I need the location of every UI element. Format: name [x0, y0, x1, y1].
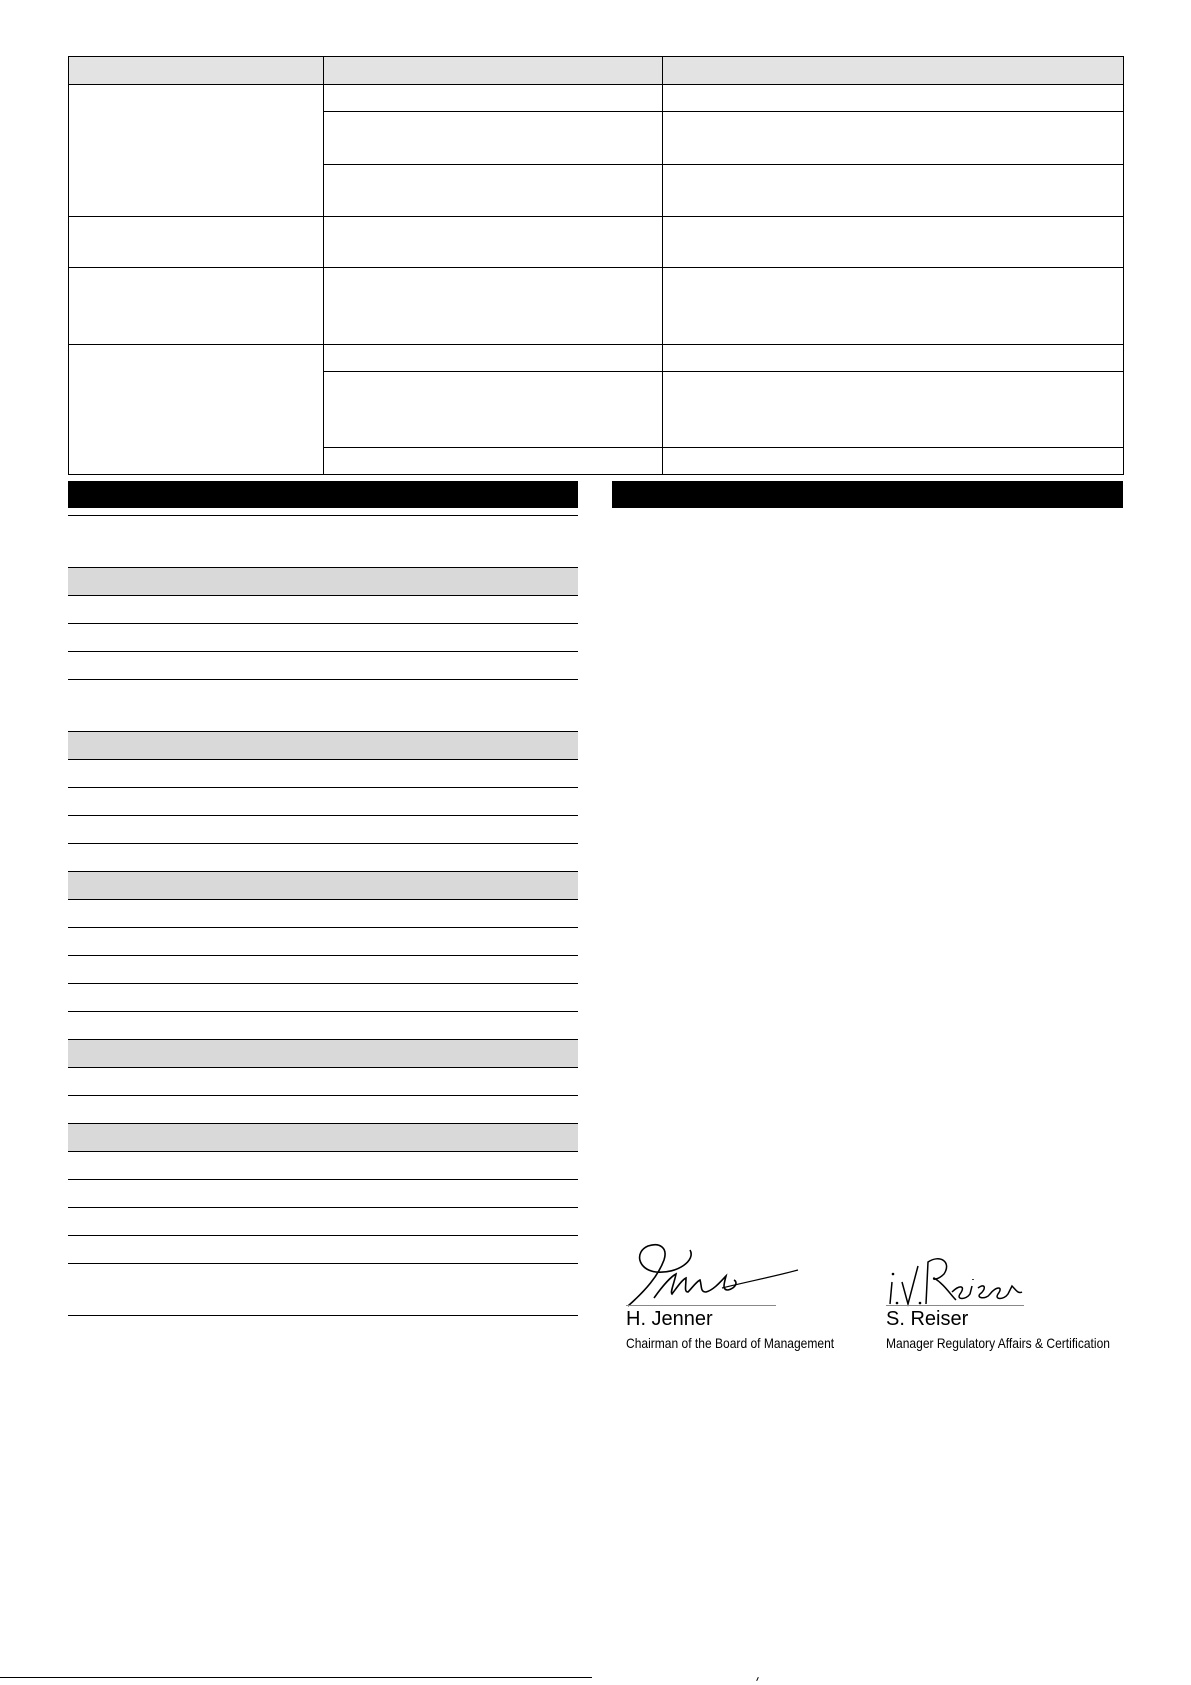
list-item — [68, 1208, 578, 1236]
table-cell — [324, 268, 663, 345]
signature-block-jenner — [626, 1238, 866, 1352]
list-item — [68, 928, 578, 956]
table-cell — [324, 345, 663, 372]
table-cell — [663, 372, 1124, 448]
handwritten-signature-jenner — [626, 1238, 806, 1308]
list-item — [68, 844, 578, 872]
signature-line — [626, 1305, 776, 1306]
table-cell — [663, 112, 1124, 165]
table-cell — [663, 165, 1124, 217]
table-cell — [69, 85, 324, 217]
table-cell — [663, 217, 1124, 268]
list-item — [68, 1236, 578, 1264]
list-item — [68, 900, 578, 928]
table-cell — [69, 345, 324, 475]
table-cell — [69, 217, 324, 268]
signer-name: S. Reiser — [886, 1308, 969, 1330]
table-row — [69, 268, 1124, 345]
table-header-row — [69, 57, 1124, 85]
table-cell — [324, 112, 663, 165]
list-item — [68, 956, 578, 984]
list-item — [68, 1264, 578, 1316]
table-row — [69, 85, 1124, 112]
table-header-cell — [69, 57, 324, 85]
table-row — [69, 345, 1124, 372]
handwritten-signature-reiser — [886, 1238, 1036, 1308]
table-header-cell — [663, 57, 1124, 85]
signature-block-reiser — [886, 1238, 1126, 1352]
list-group-header — [68, 732, 578, 760]
list-item — [68, 1180, 578, 1208]
list-item — [68, 1096, 578, 1124]
signer-name: H. Jenner — [626, 1308, 713, 1330]
specification-table — [68, 56, 1124, 475]
signer-title: Chairman of the Board of Management — [626, 1335, 835, 1351]
table-cell — [324, 165, 663, 217]
list-item — [68, 788, 578, 816]
table-row — [69, 217, 1124, 268]
table-cell — [663, 268, 1124, 345]
list-item — [68, 680, 578, 732]
table-header-cell — [324, 57, 663, 85]
table-cell — [69, 268, 324, 345]
table-cell — [324, 372, 663, 448]
table-cell — [324, 448, 663, 475]
list-group-header — [68, 1124, 578, 1152]
list-item — [68, 1068, 578, 1096]
list-group-header — [68, 1040, 578, 1068]
list-item — [68, 1152, 578, 1180]
table-cell — [663, 345, 1124, 372]
list-item — [68, 1012, 578, 1040]
technical-data-list — [68, 515, 578, 1316]
table-cell — [663, 85, 1124, 112]
list-group-header — [68, 568, 578, 596]
list-item — [68, 515, 578, 568]
right-section-header-bar — [612, 481, 1123, 508]
table-cell — [324, 217, 663, 268]
footer-rule — [0, 1677, 592, 1678]
table-cell — [324, 85, 663, 112]
list-group-header — [68, 872, 578, 900]
signer-title: Manager Regulatory Affairs & Certification — [886, 1335, 1110, 1351]
list-item — [68, 984, 578, 1012]
table-cell — [663, 448, 1124, 475]
list-item — [68, 596, 578, 624]
signature-line — [886, 1305, 1024, 1306]
list-item — [68, 760, 578, 788]
list-item — [68, 816, 578, 844]
list-item — [68, 652, 578, 680]
list-item — [68, 624, 578, 652]
left-section-header-bar — [68, 481, 578, 508]
footer-mark — [756, 1677, 759, 1681]
